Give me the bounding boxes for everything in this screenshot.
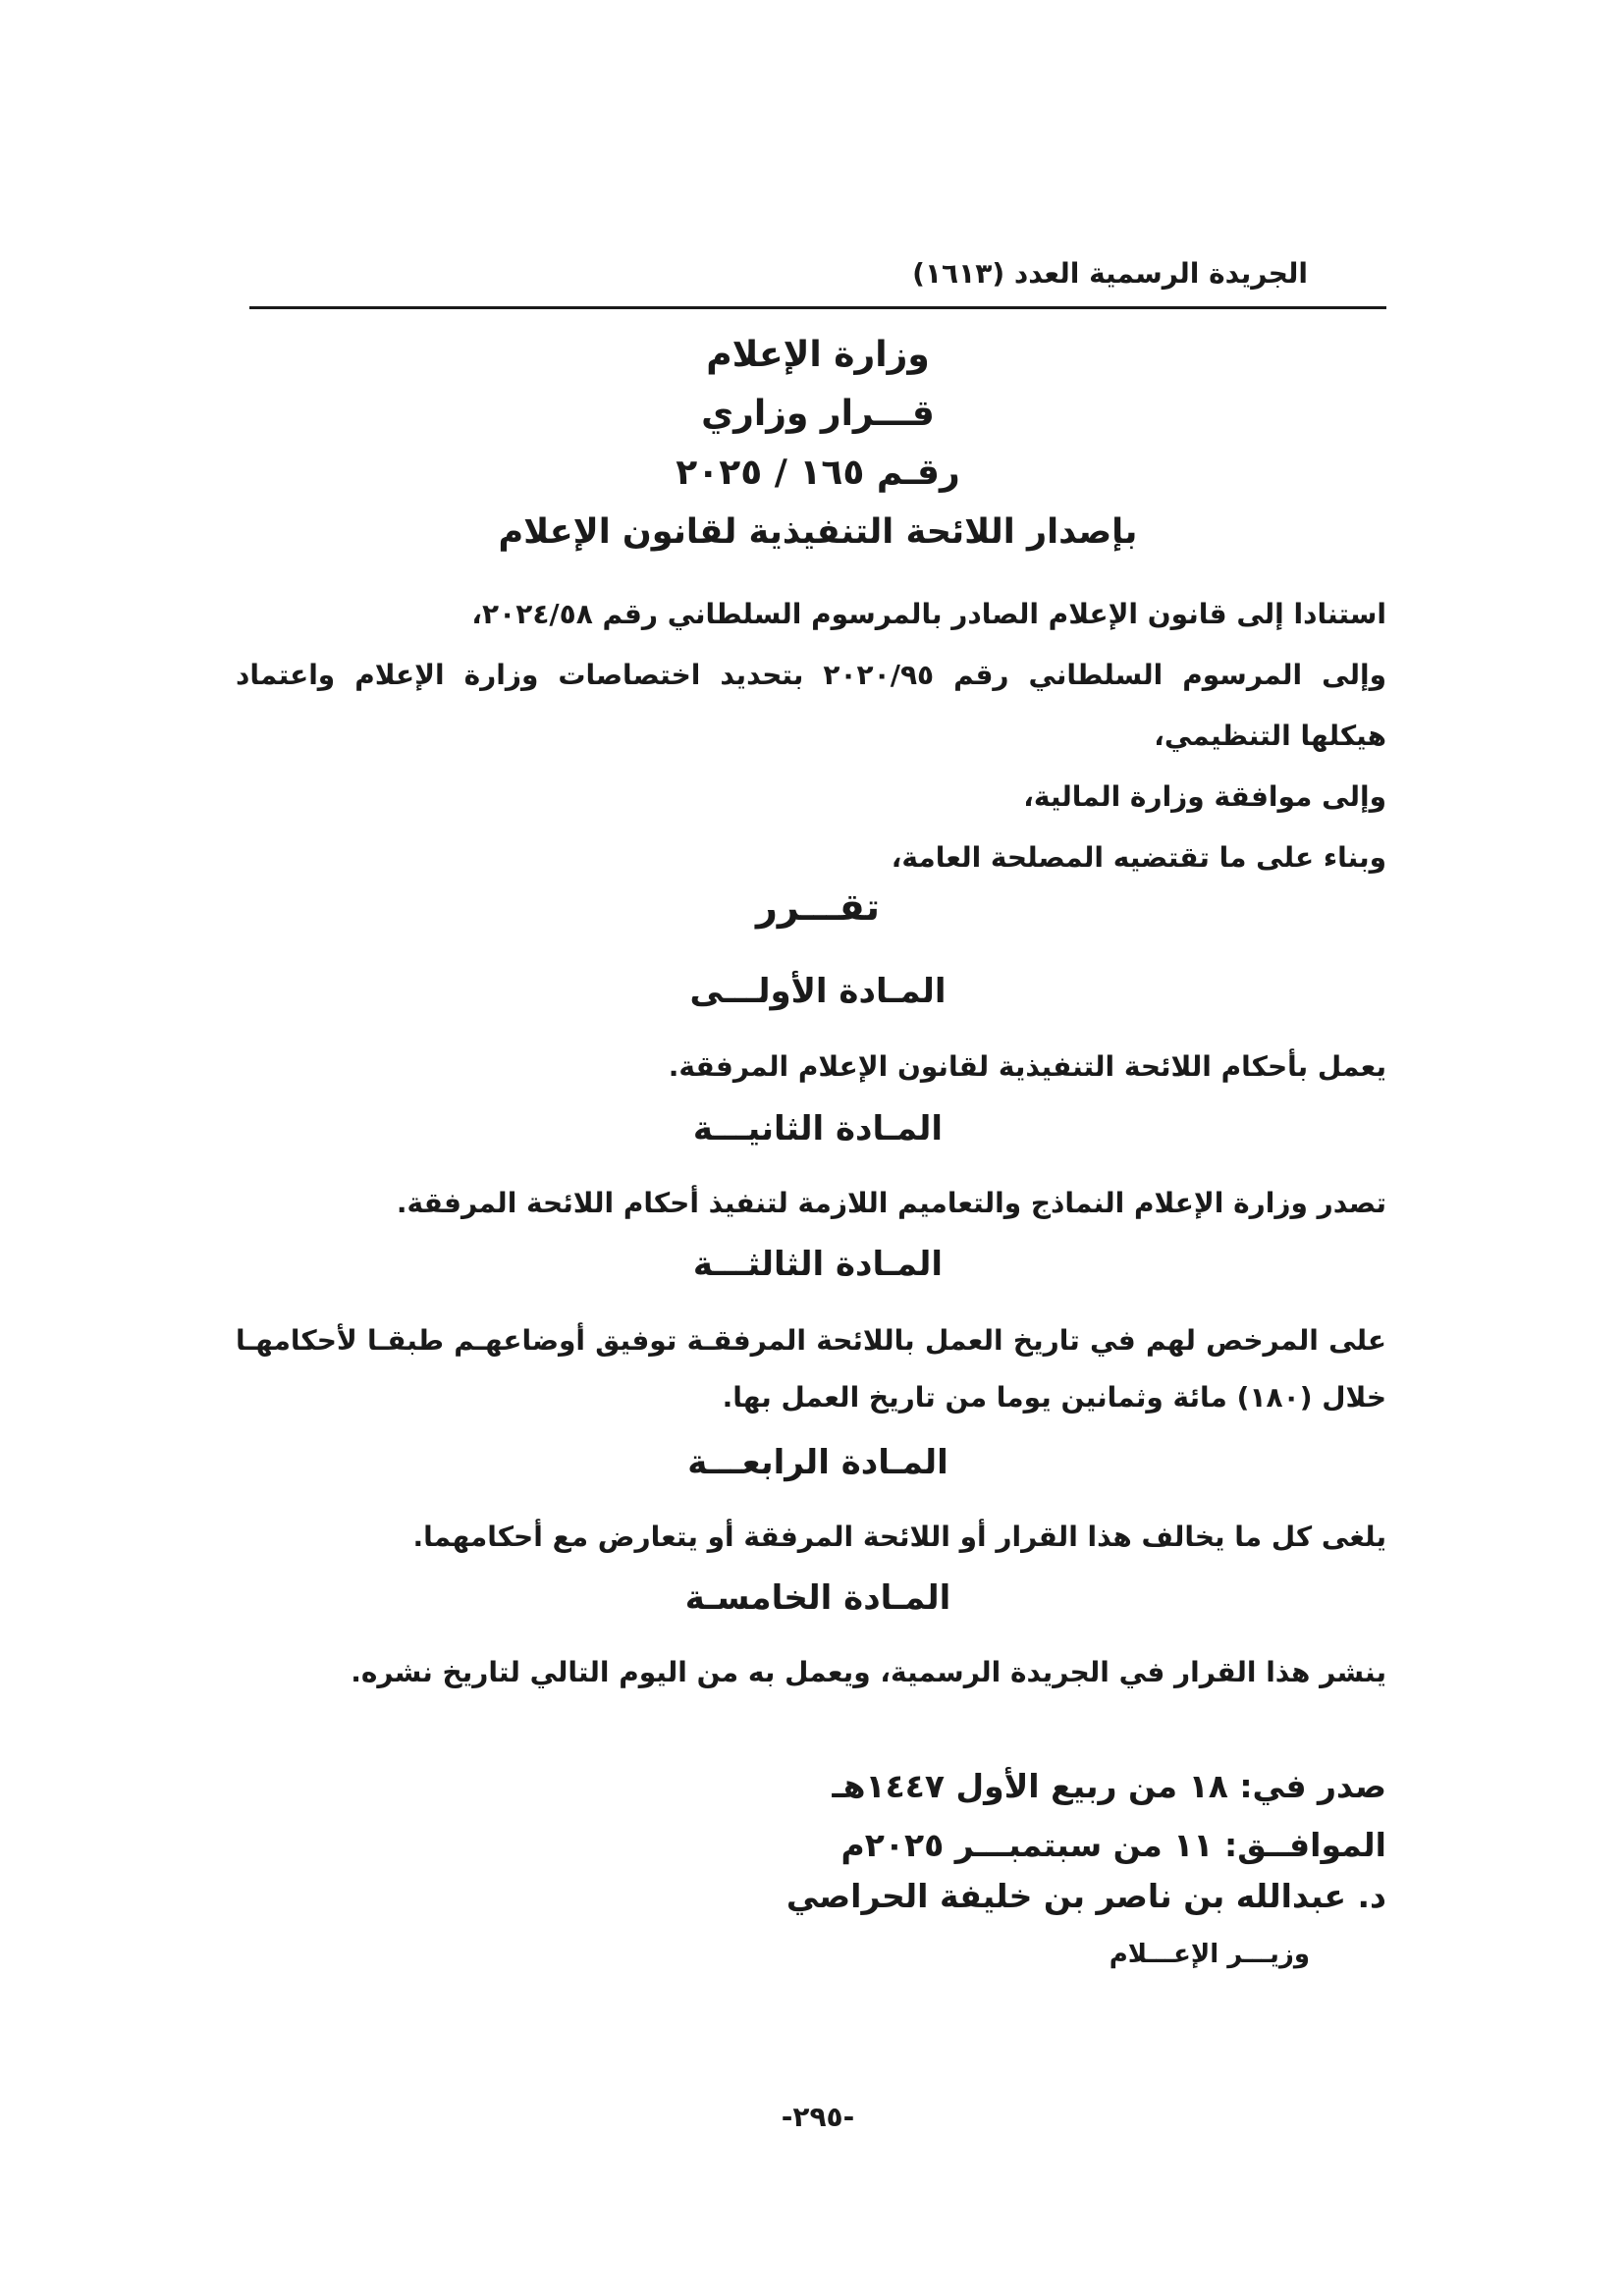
header-divider	[249, 306, 1386, 309]
preamble-clause: وإلى المرسوم السلطاني رقم ٢٠٢٠/٩٥ بتحديد اختصاصات وزارة الإعلام واعتماد هيكلها التنظيمي،	[236, 659, 1386, 752]
page-number: -٢٩٥-	[781, 2101, 855, 2133]
article-5-body: ينشر هذا القرار في الجريدة الرسمية، ويعمل به من اليوم التالي لتاريخ نشره.	[351, 1656, 1386, 1688]
decision-subject: بإصدار اللائحة التنفيذية لقانون الإعلام	[498, 512, 1138, 552]
preamble-clause: وإلى موافقة وزارة المالية،	[1023, 780, 1386, 813]
article-2-heading: المـادة الثانيـــة	[692, 1109, 944, 1148]
decision-title-block	[249, 326, 1386, 561]
article-5-heading: المـادة الخامسـة	[684, 1578, 951, 1618]
issuance-dates	[699, 1757, 1386, 1875]
article-4-body: يلغى كل ما يخالف هذا القرار أو اللائحة المرفقة أو يتعارض مع أحكامهما.	[412, 1521, 1386, 1553]
preamble	[236, 584, 1386, 888]
article-1-body: يعمل بأحكام اللائحة التنفيذية لقانون الإعلام المرفقة.	[668, 1050, 1386, 1083]
article-3-heading: المـادة الثالثـــة	[692, 1245, 944, 1284]
signatory-name: د. عبدالله بن ناصر بن خليفة الحراصي	[785, 1877, 1386, 1915]
signatory-title: وزيـــر الإعـــلام	[1109, 1940, 1310, 1969]
preamble-clause: استنادا إلى قانون الإعلام الصادر بالمرسوم السلطاني رقم ٢٠٢٤/٥٨،	[471, 598, 1386, 630]
running-head: الجريدة الرسمية العدد (١٦١٣)	[912, 257, 1308, 290]
article-4-heading: المـادة الرابعـــة	[687, 1443, 948, 1482]
preamble-clause: وبناء على ما تقتضيه المصلحة العامة،	[891, 841, 1386, 874]
decides-heading: تقـــرر	[755, 885, 881, 929]
issued-date: صدر في: ١٨ من ربيع الأول ١٤٤٧هـ	[832, 1767, 1386, 1805]
article-1-heading: المـادة الأولـــى	[689, 972, 947, 1011]
article-2-body: تصدر وزارة الإعلام النماذج والتعاميم اللازمة لتنفيذ أحكام اللائحة المرفقة.	[396, 1187, 1386, 1219]
decision-type: قـــرار وزاري	[701, 394, 935, 434]
decision-number: رقـم ١٦٥ / ٢٠٢٥	[676, 453, 960, 493]
article-3-body: على المرخص لهم في تاريخ العمل باللائحة المرفقـة توفيق أوضاعهـم طبقـا لأحكامهـا خلال (١٨٠) مائة وثمانين يوما من تاريخ العمل بها.	[236, 1324, 1386, 1414]
corresponding-date: الموافــق: ١١ من سبتمبـــر ٢٠٢٥م	[840, 1826, 1386, 1864]
ministry-name: وزارة الإعلام	[706, 335, 930, 375]
